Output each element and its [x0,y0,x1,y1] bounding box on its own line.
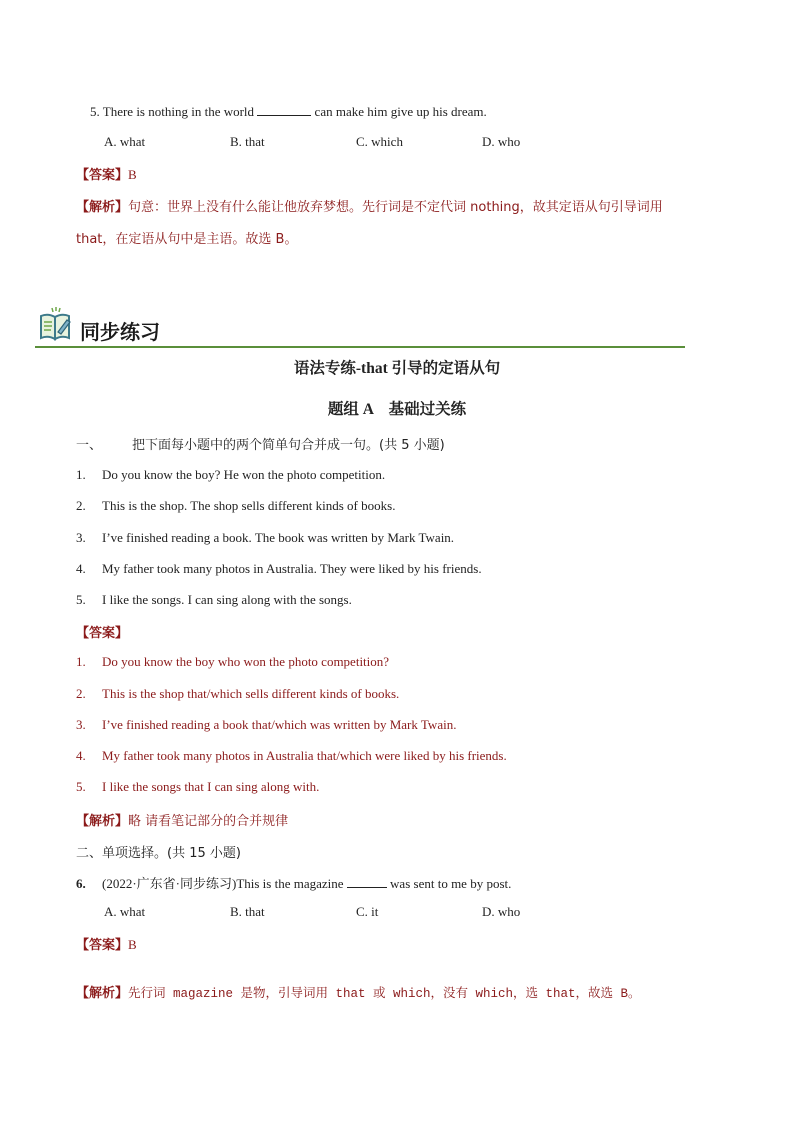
q5-option-c: C. which [356,134,403,149]
answer-item: 3. I’ve finished reading a book that/which was written by Mark Twain. [76,717,457,732]
q6-num: 6. [76,876,86,891]
part1-analysis [76,810,288,829]
answer-value: B [128,167,137,182]
list-item: 4. My father took many photos in Australia. They were liked by his friends. [76,561,482,576]
q5-option-d: D. who [482,134,521,149]
analysis-label: 【解析】 [76,814,129,829]
q6-option-d: D. who [482,904,521,919]
list-item: 5. I like the songs. I can sing along with the songs. [76,592,352,607]
analysis-label: 【解析】 [76,200,129,215]
q6-answer [76,934,137,953]
list-item: 2. This is the shop. The shop sells different kinds of books. [76,498,396,513]
part1-heading [76,434,445,453]
q5-answer [76,164,137,183]
q5-stem-after: can make him give up his dream. [314,104,487,119]
answer-item: 5. I like the songs that I can sing along with. [76,779,320,794]
book-pencil-icon [38,306,72,342]
section-title: 同步练习 [80,320,160,344]
answer-label: 【答案】 [76,938,129,953]
answer-label: 【答案】 [76,168,129,183]
part2-heading: 二、单项选择。(共 15 小题) [76,846,241,861]
part1-heading-text: 把下面每小题中的两个简单句合并成一句。(共 5 小题) [132,438,445,453]
section-divider [35,346,685,348]
group-title: 题组 A 基础过关练 [327,401,467,418]
q6-stem [76,873,511,892]
q5-option-a: A. what [104,134,146,149]
q5-stem-before: 5. There is nothing in the world [90,104,255,119]
list-item: 3. I’ve finished reading a book. The book was written by Mark Twain. [76,530,455,545]
analysis-text: 略 请看笔记部分的合并规律 [128,814,289,829]
q6-analysis [76,982,641,1001]
list-item: 1. Do you know the boy? He won the photo competition. [76,467,386,482]
q6-blank [347,875,387,888]
answer-item: 2. This is the shop that/which sells different kinds of books. [76,686,400,701]
analysis-text: 先行词 magazine 是物，引导词用 that 或 which，没有 which，选 that，故选 B。 [128,987,641,1001]
q6-option-c: C. it [356,904,379,919]
q6-option-a: A. what [104,904,146,919]
q5-blank [257,103,311,116]
q6-option-b: B. that [230,904,265,919]
q6-stem-after: was sent to me by post. [390,876,512,891]
analysis-label: 【解析】 [76,986,129,1001]
answer-item: 1. Do you know the boy who won the photo competition? [76,654,390,669]
q6-stem-before: (2022·广东省·同步练习)This is the magazine [102,876,344,891]
q5-option-b: B. that [230,134,265,149]
q5-analysis-line2: that，在定语从句中是主语。故选 B。 [76,232,298,247]
q5-stem [90,103,487,120]
answer-value: B [128,937,137,952]
analysis-text: 句意：世界上没有什么能让他放弃梦想。先行词是不定代词 nothing，故其定语从句引导词用 [128,200,663,215]
part1-heading-num: 一、 [76,438,103,453]
part1-answer-label: 【答案】 [76,626,129,641]
answer-item: 4. My father took many photos in Australia that/which were liked by his friends. [76,748,507,763]
worksheet-title: 语法专练-that 引导的定语从句 [293,360,501,377]
q5-analysis-line1 [76,196,663,215]
